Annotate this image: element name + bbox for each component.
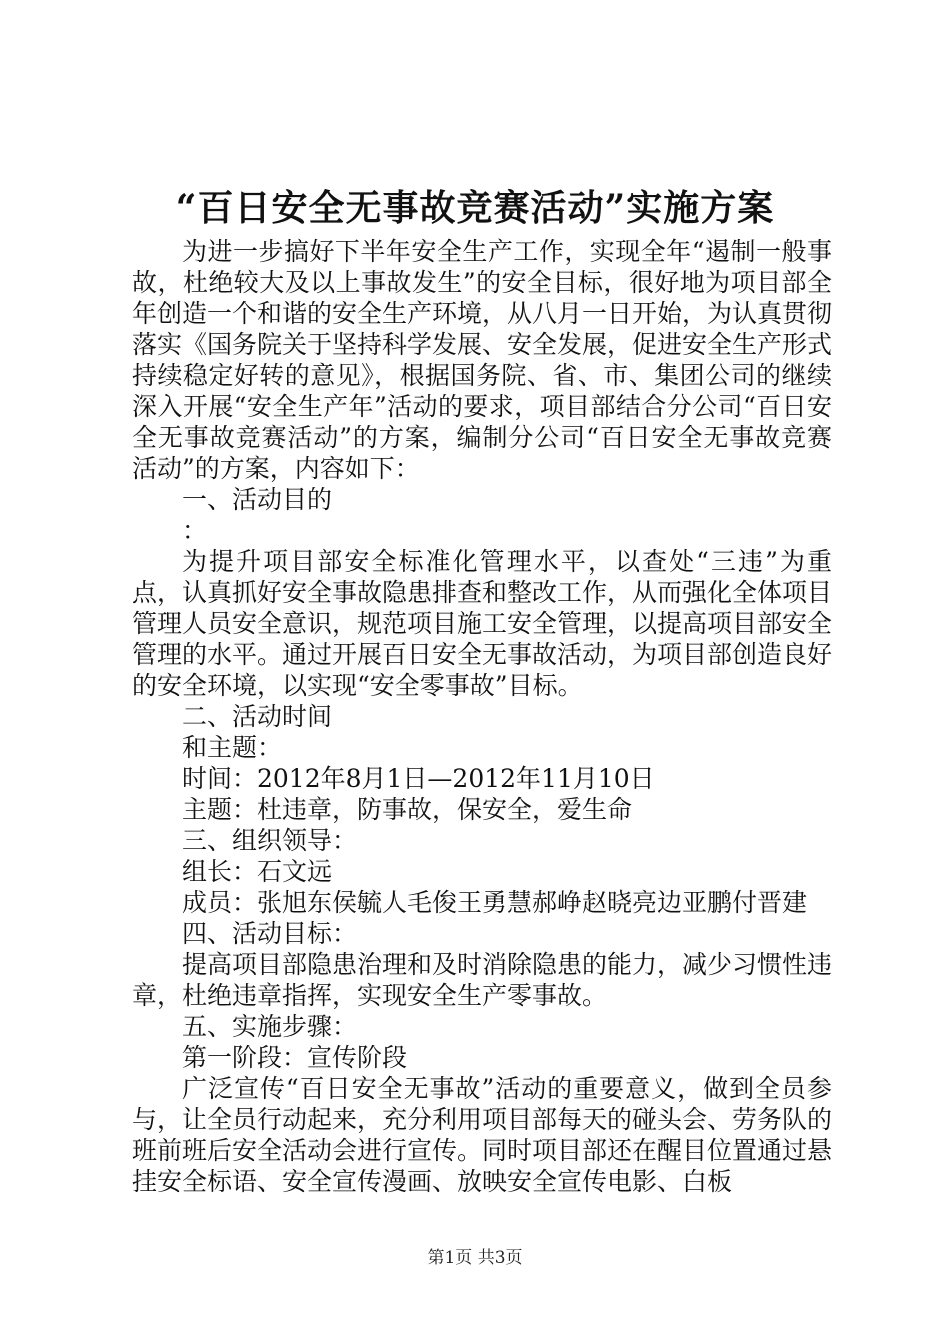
paragraph: 广泛宣传“百日安全无事故”活动的重要意义，做到全员参与，让全员行动起来，充分利用项目部每天的碰头会、劳务队的班前班后安全活动会进行宣传。同时项目部还在醒目位置通过悬挂安全标语、安全宣传漫画、放映安全宣传电影、白板	[132, 1074, 833, 1196]
paragraph: 时间：2012年8月1日—2012年11月10日	[182, 764, 655, 793]
document-body	[132, 236, 832, 1197]
section-heading: 二、活动时间	[182, 702, 333, 731]
paragraph: 提高项目部隐患治理和及时消除隐患的能力，减少习惯性违章，杜绝违章指挥，实现安全生产零事故。	[132, 950, 833, 1010]
paragraph: 成员：张旭东侯毓人毛俊王勇慧郝峥赵晓亮边亚鹏付晋建	[182, 888, 808, 917]
paragraph: 组长：石文远	[182, 857, 333, 886]
section-heading: 三、组织领导：	[182, 826, 358, 855]
section-heading: 五、实施步骤：	[182, 1012, 358, 1041]
section-heading: 一、活动目的	[182, 485, 333, 514]
document-title: “百日安全无事故竞赛活动”实施方案	[175, 187, 775, 229]
paragraph: 第一阶段：宣传阶段	[182, 1043, 408, 1072]
page-footer: 第1页 共3页	[427, 1248, 523, 1268]
paragraph: 主题：杜违章，防事故，保安全，爱生命	[182, 795, 633, 824]
paragraph: 和主题：	[182, 733, 283, 762]
intro-paragraph: 为进一步搞好下半年安全生产工作，实现全年“遏制一般事故，杜绝较大及以上事故发生”的安全目标，很好地为项目部全年创造一个和谐的安全生产环境，从八月一日开始，为认真贯彻落实《国务院关于坚持科学发展、安全发展，促进安全生产形式持续稳定好转的意见》，根据国务院、省、市、集团公司的继续深入开展“安全生产年”活动的要求，项目部结合分公司“百日安全无事故竞赛活动”的方案，编制分公司“百日安全无事故竞赛活动”的方案，内容如下：	[132, 237, 833, 483]
section-heading: 四、活动目标：	[182, 919, 358, 948]
paragraph: 为提升项目部安全标准化管理水平，以查处“三违”为重点，认真抓好安全事故隐患排查和整改工作，从而强化全体项目管理人员安全意识，规范项目施工安全管理，以提高项目部安全管理的水平。通过开展百日安全无事故活动，为项目部创造良好的安全环境，以实现“安全零事故”目标。	[132, 547, 833, 700]
paragraph: ：	[182, 516, 208, 545]
